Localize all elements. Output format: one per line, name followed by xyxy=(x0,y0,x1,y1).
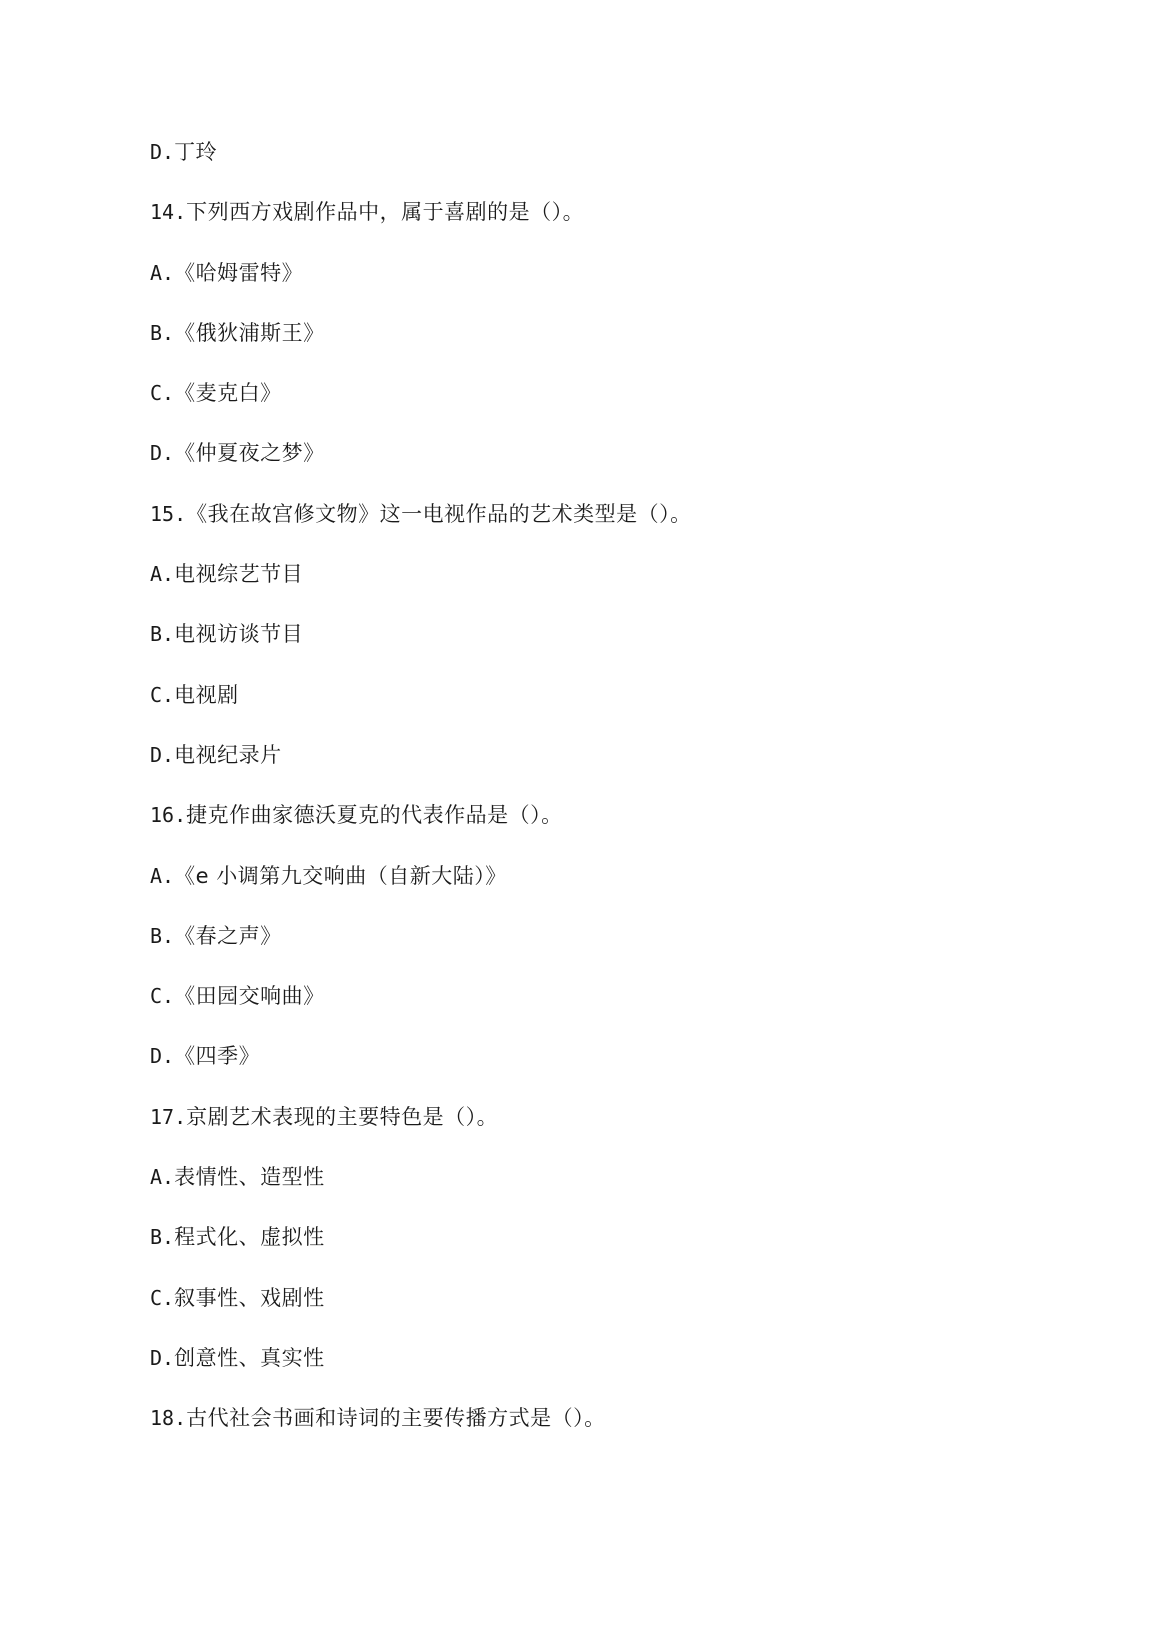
option-d-line xyxy=(150,439,1050,499)
line-prefix: B. xyxy=(150,923,175,948)
question-number: 16. xyxy=(150,803,187,828)
line-text: 《仲夏夜之梦》 xyxy=(174,441,325,466)
question-text: 捷克作曲家德沃夏克的代表作品是（）。 xyxy=(186,803,563,828)
question-text: 京剧艺术表现的主要特色是（）。 xyxy=(186,1104,499,1129)
option-c-line xyxy=(150,982,1050,1042)
question-15-line xyxy=(150,500,1050,560)
line-text: 丁玲 xyxy=(174,140,218,164)
line-text: 《四季》 xyxy=(174,1044,261,1069)
line-text: 《田园交响曲》 xyxy=(174,984,325,1009)
line-prefix: A. xyxy=(150,1165,175,1190)
option-b-line xyxy=(150,620,1050,680)
option-b-line xyxy=(150,319,1050,379)
option-b-line xyxy=(150,1223,1050,1283)
line-prefix: D. xyxy=(150,1345,175,1370)
line-prefix: B. xyxy=(150,320,175,345)
line-prefix: C. xyxy=(150,381,175,406)
option-b-line xyxy=(150,922,1050,982)
line-text: 电视纪录片 xyxy=(174,742,282,767)
line-text: 《俄狄浦斯王》 xyxy=(174,320,325,345)
line-text: 《e 小调第九交响曲（自新大陆）》 xyxy=(174,863,507,888)
question-list xyxy=(150,138,1050,1465)
line-prefix: D. xyxy=(150,441,175,466)
option-d-line xyxy=(150,741,1050,801)
question-number: 17. xyxy=(150,1104,187,1129)
option-a-line xyxy=(150,862,1050,922)
line-prefix: A. xyxy=(150,562,175,587)
line-prefix: A. xyxy=(150,863,175,888)
question-text: 下列西方戏剧作品中，属于喜剧的是（）。 xyxy=(186,200,585,225)
question-14-line xyxy=(150,198,1050,258)
line-prefix: D. xyxy=(150,1044,175,1069)
line-text: 叙事性、戏剧性 xyxy=(174,1285,325,1310)
line-text: 程式化、虚拟性 xyxy=(174,1225,325,1250)
question-16-line xyxy=(150,801,1050,861)
line-prefix: D. xyxy=(150,140,175,164)
line-text: 电视综艺节目 xyxy=(174,562,304,587)
option-d-line xyxy=(150,138,1050,198)
option-d-line xyxy=(150,1344,1050,1404)
line-prefix: B. xyxy=(150,622,175,647)
option-a-line xyxy=(150,1163,1050,1223)
line-text: 《哈姆雷特》 xyxy=(174,260,304,285)
option-c-line xyxy=(150,1284,1050,1344)
option-a-line xyxy=(150,259,1050,319)
option-d-line xyxy=(150,1042,1050,1102)
option-a-line xyxy=(150,560,1050,620)
option-c-line xyxy=(150,379,1050,439)
question-number: 15. xyxy=(150,501,187,526)
line-prefix: D. xyxy=(150,742,175,767)
line-text: 表情性、造型性 xyxy=(174,1165,325,1190)
line-text: 创意性、真实性 xyxy=(174,1345,325,1370)
question-text: 古代社会书画和诗词的主要传播方式是（）。 xyxy=(186,1406,606,1431)
line-text: 电视剧 xyxy=(174,682,239,707)
line-prefix: B. xyxy=(150,1225,175,1250)
option-c-line xyxy=(150,681,1050,741)
line-prefix: C. xyxy=(150,682,175,707)
question-number: 14. xyxy=(150,200,187,225)
line-text: 电视访谈节目 xyxy=(174,622,304,647)
line-text: 《麦克白》 xyxy=(174,381,282,406)
question-17-line xyxy=(150,1103,1050,1163)
line-text: 《春之声》 xyxy=(174,923,282,948)
question-18-line xyxy=(150,1404,1050,1464)
line-prefix: A. xyxy=(150,260,175,285)
line-prefix: C. xyxy=(150,984,175,1009)
question-text: 《我在故宫修文物》这一电视作品的艺术类型是（）。 xyxy=(186,501,692,526)
line-prefix: C. xyxy=(150,1285,175,1310)
question-number: 18. xyxy=(150,1406,187,1431)
